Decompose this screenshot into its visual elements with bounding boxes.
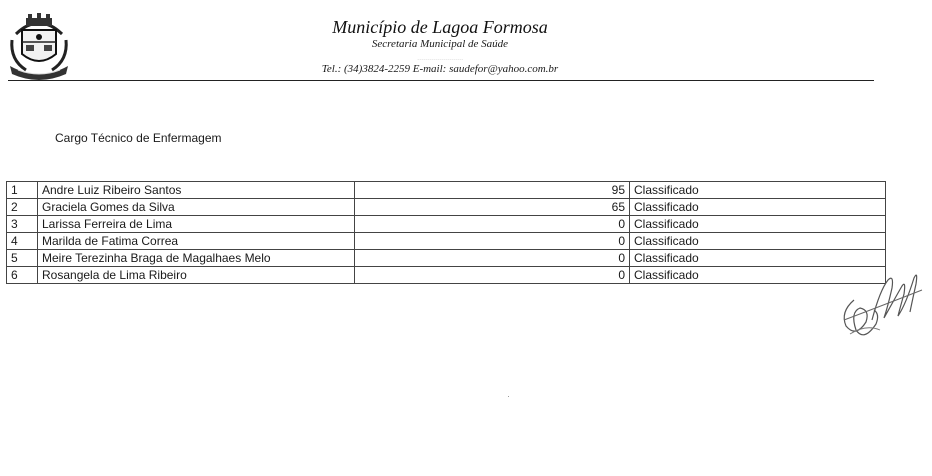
- score-cell: 0: [355, 267, 630, 284]
- name-cell: Graciela Gomes da Silva: [38, 199, 355, 216]
- score-cell: 95: [355, 182, 630, 199]
- name-cell: Meire Terezinha Braga de Magalhaes Melo: [38, 250, 355, 267]
- rank-cell: 2: [7, 199, 38, 216]
- name-cell: Larissa Ferreira de Lima: [38, 216, 355, 233]
- table-row: [7, 182, 886, 199]
- rank-cell: 1: [7, 182, 38, 199]
- status-cell: Classificado: [630, 267, 886, 284]
- table-row: [7, 233, 886, 250]
- scan-speck: [508, 396, 509, 397]
- name-cell: Marilda de Fatima Correa: [38, 233, 355, 250]
- rank-cell: 5: [7, 250, 38, 267]
- letterhead-title: Município de Lagoa Formosa: [332, 17, 548, 37]
- status-cell: Classificado: [630, 182, 886, 199]
- score-cell: 0: [355, 233, 630, 250]
- results-table: [6, 181, 886, 284]
- table-row: [7, 199, 886, 216]
- letterhead: [300, 16, 580, 75]
- score-cell: 0: [355, 250, 630, 267]
- municipal-crest-icon: [6, 10, 72, 80]
- status-cell: Classificado: [630, 233, 886, 250]
- rank-cell: 6: [7, 267, 38, 284]
- table-row: [7, 250, 886, 267]
- score-cell: 65: [355, 199, 630, 216]
- table-row: [7, 267, 886, 284]
- name-cell: Rosangela de Lima Ribeiro: [38, 267, 355, 284]
- status-cell: Classificado: [630, 216, 886, 233]
- section-label: Cargo Técnico de Enfermagem: [55, 131, 222, 145]
- handwritten-signature: [836, 260, 928, 346]
- name-cell: Andre Luiz Ribeiro Santos: [38, 182, 355, 199]
- status-cell: Classificado: [630, 199, 886, 216]
- score-cell: 0: [355, 216, 630, 233]
- status-cell: Classificado: [630, 250, 886, 267]
- rank-cell: 3: [7, 216, 38, 233]
- table-row: [7, 216, 886, 233]
- letterhead-address-line: ​· · · · · · · · · · · · · · · · · · · · · · ·: [417, 57, 463, 62]
- header-divider: [8, 80, 874, 81]
- letterhead-contact: Tel.: (34)3824-2259 E-mail: saudefor@yahoo.com.br: [321, 63, 559, 75]
- rank-cell: 4: [7, 233, 38, 250]
- letterhead-subtitle: Secretaria Municipal de Saúde: [371, 38, 509, 50]
